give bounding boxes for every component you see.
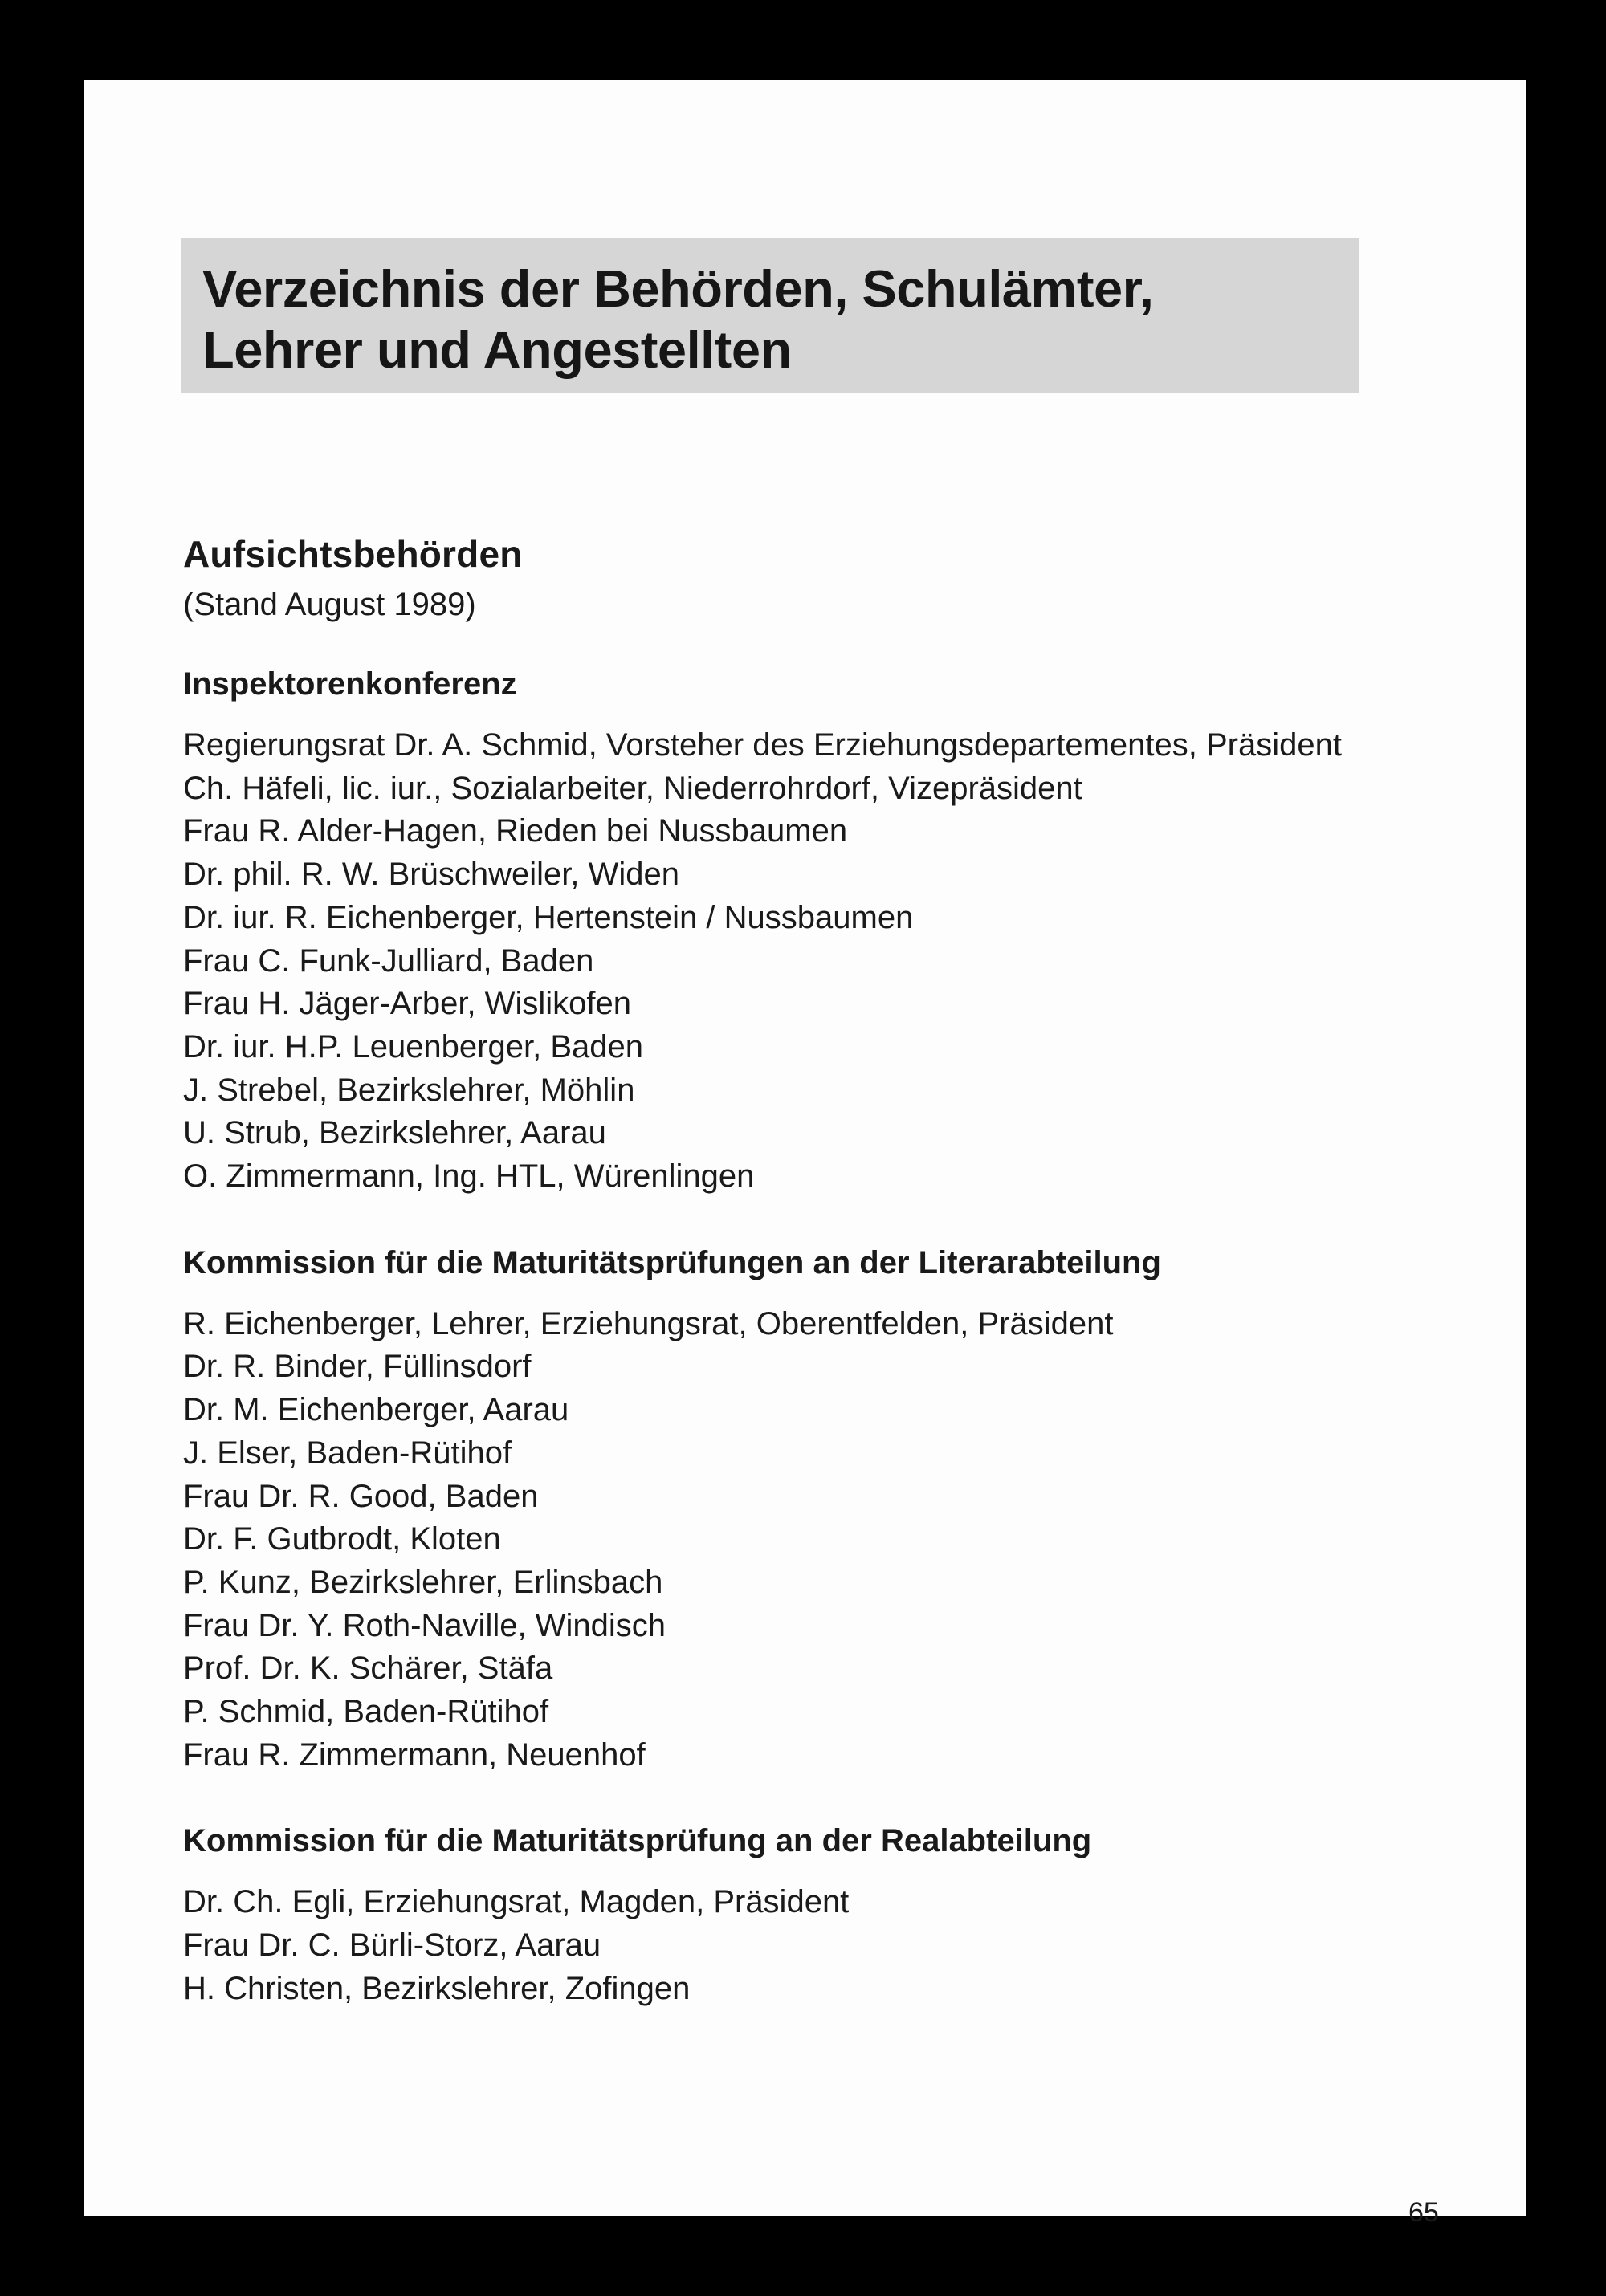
list-item: Frau R. Alder-Hagen, Rieden bei Nussbaumen: [183, 813, 848, 849]
list-item: Frau C. Funk-Julliard, Baden: [183, 942, 594, 979]
group-realabteilung: [183, 1818, 1436, 2010]
list-item: Dr. M. Eichenberger, Aarau: [183, 1392, 569, 1428]
list-item: O. Zimmermann, Ing. HTL, Würenlingen: [183, 1158, 755, 1195]
list-item: Prof. Dr. K. Schärer, Stäfa: [183, 1651, 553, 1687]
list-item: Frau Dr. C. Bürli-Storz, Aarau: [183, 1928, 601, 1964]
list-item: Frau H. Jäger-Arber, Wislikofen: [183, 986, 631, 1022]
member-list: [183, 1881, 1436, 2010]
page-title-line-2: Lehrer und Angestellten: [202, 320, 792, 379]
section-title: Aufsichtsbehörden: [183, 533, 523, 575]
section-date-note: (Stand August 1989): [183, 587, 476, 622]
list-item: P. Schmid, Baden-Rütihof: [183, 1694, 549, 1730]
list-item: Dr. F. Gutbrodt, Kloten: [183, 1521, 501, 1557]
list-item: J. Elser, Baden-Rütihof: [183, 1435, 512, 1471]
list-item: Ch. Häfeli, lic. iur., Sozialarbeiter, Niederrohrdorf, Vizepräsident: [183, 770, 1082, 806]
list-item: Dr. Ch. Egli, Erziehungsrat, Magden, Präsident: [183, 1884, 850, 1920]
list-item: H. Christen, Bezirkslehrer, Zofingen: [183, 1970, 691, 2006]
list-item: Dr. R. Binder, Füllinsdorf: [183, 1349, 532, 1385]
page-title-line-1: Verzeichnis der Behörden, Schulämter,: [202, 259, 1154, 318]
list-item: Regierungsrat Dr. A. Schmid, Vorsteher des Erziehungsdepartementes, Präsident: [183, 727, 1342, 763]
list-item: Frau R. Zimmermann, Neuenhof: [183, 1736, 646, 1773]
list-item: Frau Dr. Y. Roth-Naville, Windisch: [183, 1607, 666, 1643]
page-title: [202, 259, 1153, 381]
group-literarabteilung: [183, 1240, 1436, 1777]
member-list: [183, 724, 1436, 1199]
page-number: 65: [1408, 2197, 1439, 2228]
group-title: Kommission für die Maturitätsprüfung an der Realabteilung: [183, 1823, 1092, 1859]
page-content: [183, 530, 1436, 2011]
document-page: [84, 80, 1526, 2228]
list-item: Frau Dr. R. Good, Baden: [183, 1478, 539, 1514]
group-title: Kommission für die Maturitätsprüfungen an der Literarabteilung: [183, 1244, 1161, 1280]
member-list: [183, 1303, 1436, 1777]
list-item: Dr. iur. R. Eichenberger, Hertenstein / Nussbaumen: [183, 899, 914, 935]
list-item: R. Eichenberger, Lehrer, Erziehungsrat, Oberentfelden, Präsident: [183, 1305, 1114, 1341]
list-item: P. Kunz, Bezirkslehrer, Erlinsbach: [183, 1564, 663, 1600]
list-item: Dr. iur. H.P. Leuenberger, Baden: [183, 1028, 643, 1065]
list-item: Dr. phil. R. W. Brüschweiler, Widen: [183, 857, 679, 893]
list-item: U. Strub, Bezirkslehrer, Aarau: [183, 1115, 606, 1151]
group-inspektorenkonferenz: [183, 662, 1436, 1199]
list-item: J. Strebel, Bezirkslehrer, Möhlin: [183, 1072, 635, 1108]
group-title: Inspektorenkonferenz: [183, 666, 517, 702]
